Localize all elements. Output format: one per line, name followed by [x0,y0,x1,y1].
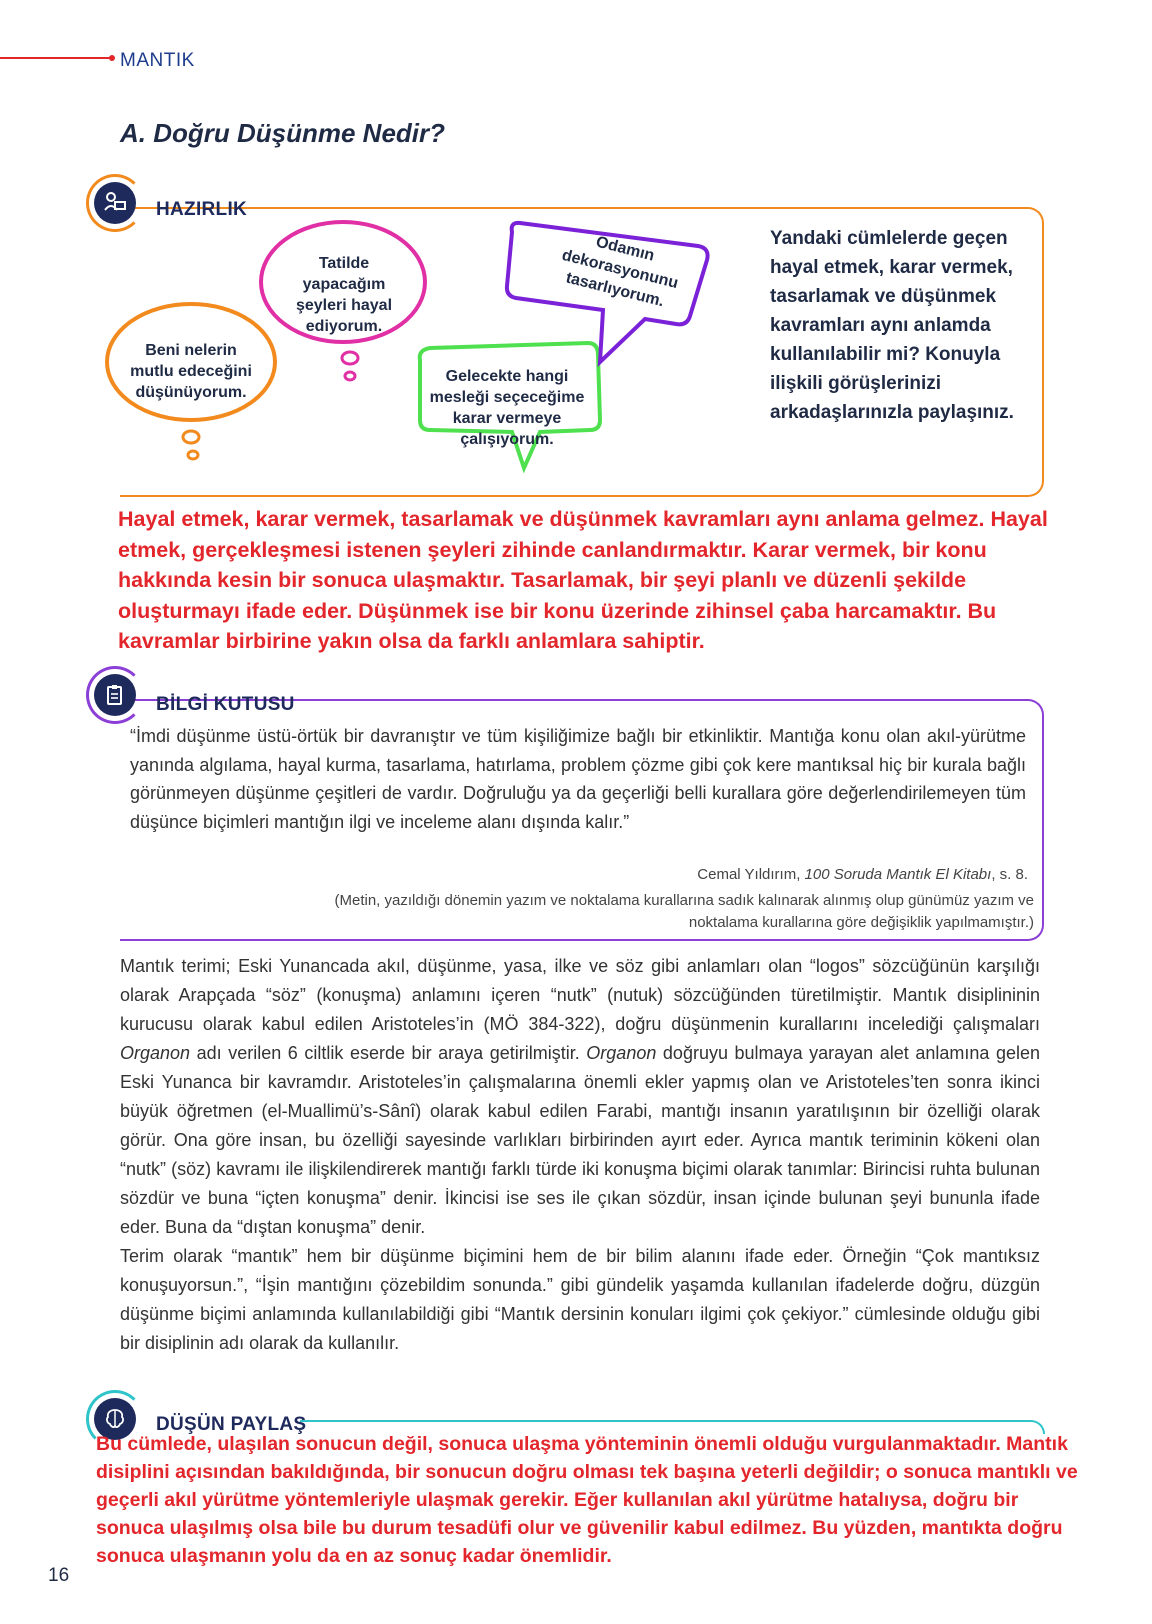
organon-term-2: Organon [586,1043,657,1063]
answer-dusun-paylas: Bu cümlede, ulaşılan sonucun değil, sonuca ulaşma yönteminin önemli olduğu vurgulanmaktadır. Mantık disiplini açısından bakıldığında, bir sonucun doğru olması tek başına yeterli değildir; o sonuca mantıklı ve geçerli akıl yürütme yöntemleriyle ulaşmak gerekir. Eğer kullanılan akıl yürütme hatalıysa, doğru bir sonuca ulaşılmış olsa bile bu durum tesadüfi olur ve güvenilir kabul edilmez. Bu yüzden, mantıkta doğru sonuca ulaşmanın yolu da en az sonuç kadar önemlidir. [96,1433,1078,1567]
answer-hazirlik: Hayal etmek, karar vermek, tasarlamak ve düşünmek kavramları aynı anlama gelmez. Hayal etmek, gerçekleşmesi istenen şeyleri zihinde canlandırmaktır. Karar vermek, bir konu hakkında kesin bir sonuca ulaşmaktır. Tasarlamak, bir şeyi planlı ve düzenli şekilde oluşturmayı ifade eder. Düşünmek ise bir konu üzerinde zihinsel çaba harcamaktır. Bu kavramlar birbirine yakın olsa da farklı anlamlara sahiptir. [118,507,1048,653]
cite-page: , s. 8. [991,866,1028,883]
body-paragraph-1 [120,952,1040,1242]
bubble-green-text: Gelecekte hangi mesleği seçeceğime karar vermeye çalışıyorum. [429,368,585,448]
body-p1-part-b: adı verilen 6 ciltlik eserde bir araya getirilmiştir. [190,1043,587,1063]
hazirlik-question: Yandaki cümlelerde geçen hayal etmek, karar vermek, tasarlamak ve düşünmek kavramları aynı anlamda kullanılabilir mi? Konuyla ilişkili görüşlerinizi arkadaşlarınızla paylaşınız. [770,228,1014,423]
section-title: A. Doğru Düşünme Nedir? [120,118,446,148]
hazirlik-label: HAZIRLIK [156,199,248,220]
body-p1-part-c: doğruyu bulmaya yarayan alet anlamına gelen Eski Yunanca bir kavramdır. Aristoteles’in çalışmalarına önemli ekler yapmış olan ve Aristoteles’ten sonra ikinci büyük öğretmen (el-Muallimü’s-Sânî) olarak kabul edilen Farabi, mantığı insanın yaratılışının bir özelliği olarak görür. Ona göre insan, bu özelliği sayesinde varlıkları birbirinden ayırt eder. Ayrıca mantık teriminin kökeni olan “nutk” (söz) kavramı ile ilişkilendirerek mantığı farklı türde iki konuşma biçimi olarak tanımlar: Birincisi ruhta bulunan sözdür ve buna “içten konuşma” denir. İkincisi ise ses ile çıkan sözdür, insan içinde bulunan şeyi bununla ifade eder. Buna da “dıştan konuşma” denir. [120,1043,1040,1237]
bubble-purple-text: Odamın dekorasyonunu tasarlıyorum. [560,233,680,311]
dusun-paylas-label: DÜŞÜN PAYLAŞ [156,1414,307,1435]
body-p1-part-a: Mantık terimi; Eski Yunancada akıl, düşünme, yasa, ilke ve söz gibi anlamları olan “logos” sözcüğünün karşılığı olarak Arapçada “söz” (konuşma) anlamını içeren “nutk” (nutuk) sözcüğünden türetilmiştir. Mantık disiplininin kurucusu olarak kabul edilen Aristoteles’in (MÖ 384-322), doğru düşünmenin kurallarını incelediği çalışmaları [120,956,1040,1034]
bilgi-quote: “İmdi düşünme üstü-örtük bir davranıştır ve tüm kişiliğimize bağlı bir etkinliktir. Mantığa konu olan akıl-yürütme yanında algılama, hayal kurma, tasarlama, hatırlama, problem çözme gibi çok kere mantıksal hiç bir kurala bağlı görünmeyen düşünme çeşitleri de vardır. Doğruluğu ya da geçerliği belli kurallara göre değerlendirilemeyen tüm düşünce biçimleri mantığın ilgi ve inceleme alanı dışında kalır.” [130,726,1026,832]
cite-author: Cemal Yıldırım, [697,866,805,883]
bubble-orange-text: Beni nelerin mutlu edeceğini düşünüyorum. [130,342,252,401]
page-number: 16 [48,1565,70,1586]
organon-term-1: Organon [120,1043,191,1063]
cite-book: 100 Soruda Mantık El Kitabı [804,866,992,883]
body-text [120,952,1040,1358]
bubble-magenta-text: Tatilde yapacağım şeyleri hayal ediyorum. [295,255,393,335]
body-paragraph-2: Terim olarak “mantık” hem bir düşünme biçimini hem de bir bilim alanını ifade eder. Örneğin “Çok mantıksız konuşuyorsun.”, “İşin mantığını çözebildim sonunda.” gibi gündelik yaşamda kullanılan ifadelerde doğru, düzgün düşünme biçimi anlamında kullanılabildiği gibi “Mantık dersinin konuları ilgimi çok çekiyor.” cümlesinde olduğu gibi bir disiplinin adı olarak da kullanılır. [120,1246,1040,1353]
header-rule [0,57,112,59]
header-rule-dot [109,55,115,61]
bilgi-note: (Metin, yazıldığı dönemin yazım ve noktalama kurallarına sadık kalınarak alınmış olup günümüz yazım ve noktalama kurallarına göre değişiklik yapılmamıştır.) [334,892,1034,931]
clipboard-icon [94,674,136,716]
bilgi-kutusu-label: BİLGİ KUTUSU [156,694,295,715]
chapter-title: MANTIK [120,50,195,71]
bilgi-citation [697,866,1028,883]
